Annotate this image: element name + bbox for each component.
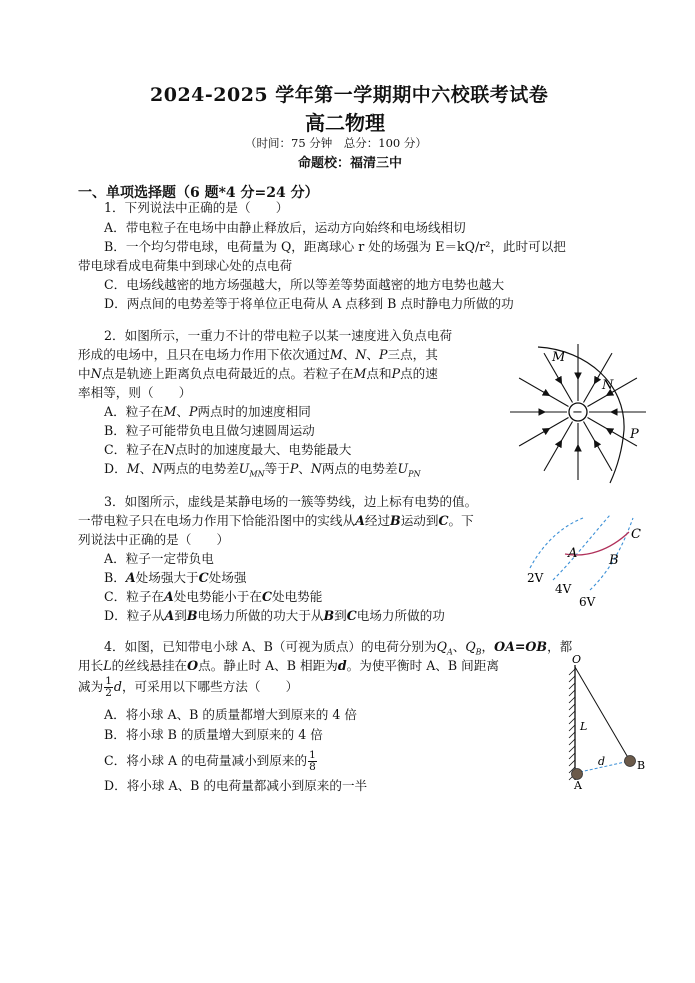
point-a-label: A <box>568 546 578 561</box>
wall-hatch <box>569 746 575 752</box>
wall-hatch <box>569 697 575 703</box>
point-m-label: M <box>552 350 566 365</box>
label-4v: 4V <box>555 582 572 596</box>
q2-option-c: C．粒子在N点时的加速度最大、电势能最大 <box>104 442 352 457</box>
q3-option-c: C．粒子在A处电势能小于在C处电势能 <box>104 589 323 604</box>
q4-figure <box>560 653 660 792</box>
q2-stem-line4: 率相等，则（ ） <box>78 385 192 400</box>
label-2v: 2V <box>527 571 544 585</box>
equipotential-4v <box>553 515 610 580</box>
ball-a <box>572 769 583 780</box>
exam-title: 2024-2025 学年第一学期期中六校联考试卷 <box>150 84 549 106</box>
negative-charge-sign: − <box>572 405 583 420</box>
wall-hatch <box>569 753 575 759</box>
q3-option-b: B．A处场强大于C处场强 <box>104 570 247 585</box>
ball-b-label: B <box>637 759 646 772</box>
field-arrow <box>595 441 599 447</box>
point-c-label: C <box>631 527 641 542</box>
section-heading: 一、单项选择题（6 题*4 分=24 分） <box>78 185 319 201</box>
wall-hatch <box>569 725 575 731</box>
wall-hatch <box>569 690 575 696</box>
q3-option-a: A．粒子一定带负电 <box>104 551 214 566</box>
thread-b <box>575 667 630 761</box>
field-arrow <box>595 377 599 383</box>
q1-stem: 1．下列说法中正确的是（ ） <box>104 200 289 215</box>
q2-figure <box>508 345 648 485</box>
q2-option-a: A．粒子在M、P两点时的加速度相同 <box>104 404 311 419</box>
wall-hatch <box>569 683 575 689</box>
q4-option-b: B．将小球 B 的质量增大到原来的 4 倍 <box>104 727 323 742</box>
point-o-label: O <box>572 653 582 666</box>
field-arrow <box>543 429 549 433</box>
q3-figure <box>525 510 645 610</box>
label-6v: 6V <box>579 595 596 609</box>
distance-d-label: d <box>598 755 606 768</box>
q1-option-a: A．带电粒子在电场中由静止释放后，运动方向始终和电场线相切 <box>104 220 466 235</box>
wall-hatch <box>569 704 575 710</box>
wall-hatch <box>569 760 575 766</box>
q2-option-d: D．M、N两点的电势差$U_{MN}$等于P、N两点的电势差$U_{PN}$ <box>104 461 421 479</box>
q1-option-c: C．电场线越密的地方场强越大，所以等差等势面越密的地方电势也越大 <box>104 277 505 292</box>
q3-option-d: D．粒子从A到B电场力所做的功大于从B到C电场力所做的功 <box>104 608 445 623</box>
q3-stem-line3: 列说法中正确的是（ ） <box>78 532 230 547</box>
q4-stem-line2: 用长L的丝线悬挂在O点。静止时 A、B 相距为d。为使平衡时 A、B 间距离 <box>78 658 499 673</box>
exam-subtitle: 高二物理 <box>305 111 385 135</box>
field-arrow <box>607 429 613 433</box>
wall-hatch <box>569 711 575 717</box>
q4-option-c: C．将小球 A 的电荷量减小到原来的 $\frac{1}{8}$ <box>104 749 316 773</box>
q2-stem-line1: 2．如图所示，一重力不计的带电粒子以某一速度进入负点电荷 <box>104 328 453 343</box>
q4-stem-line3: 减为 $\frac{1}{2}$ d，可采用以下哪些方法（ ） <box>78 675 299 699</box>
q4-option-d: D．将小球 A、B 的电荷量都减小到原来的一半 <box>104 778 368 793</box>
q4-stem-line1: 4．如图，已知带电小球 A、B（可视为质点）的电荷分别为$Q_A$、$Q_B$，OA=OB，都 <box>104 639 573 657</box>
ball-b <box>625 756 636 767</box>
exam-school: 命题校：福清三中 <box>298 156 403 171</box>
q1-option-b: B．一个均匀带电球，电荷量为 Q，距离球心 r 处的场强为 E＝kQ/r²，此时可以把 <box>104 239 566 254</box>
q2-stem-line2: 形成的电场中，且只在电场力作用下依次通过M、N、P三点，其 <box>78 347 438 362</box>
point-n-label: N <box>602 378 614 393</box>
wall-hatch <box>569 732 575 738</box>
q2-stem-line3: 中N点是轨迹上距离负点电荷最近的点。若粒子在M点和P点的速 <box>78 366 438 381</box>
wall-hatch <box>569 718 575 724</box>
q2-option-b: B．粒子可能带负电且做匀速圆周运动 <box>104 423 315 438</box>
wall-hatch <box>569 676 575 682</box>
q3-stem-line2: 一带电粒子只在电场力作用下恰能沿图中的实线从A经过B运动到C。下 <box>78 513 474 528</box>
q1-option-b-cont: 带电球看成电荷集中到球心处的点电荷 <box>78 258 293 273</box>
wall-hatch <box>569 739 575 745</box>
field-arrow <box>558 441 562 447</box>
field-arrow <box>558 377 562 383</box>
q3-stem-line1: 3．如图所示，虚线是某静电场的一簇等势线，边上标有电势的值。 <box>104 494 478 509</box>
wall-hatch <box>569 669 575 675</box>
q1-option-d: D．两点间的电势差等于将单位正电荷从 A 点移到 B 点时静电力所做的功 <box>104 296 514 311</box>
point-p-label: P <box>630 427 639 442</box>
exam-info: （时间：75 分钟 总分：100 分） <box>245 136 427 150</box>
length-l-label: L <box>580 720 588 733</box>
q4-option-a: A．将小球 A、B 的质量都增大到原来的 4 倍 <box>104 707 357 722</box>
field-arrow <box>543 392 549 396</box>
ball-a-label: A <box>574 779 582 792</box>
point-b-label: B <box>609 553 619 568</box>
